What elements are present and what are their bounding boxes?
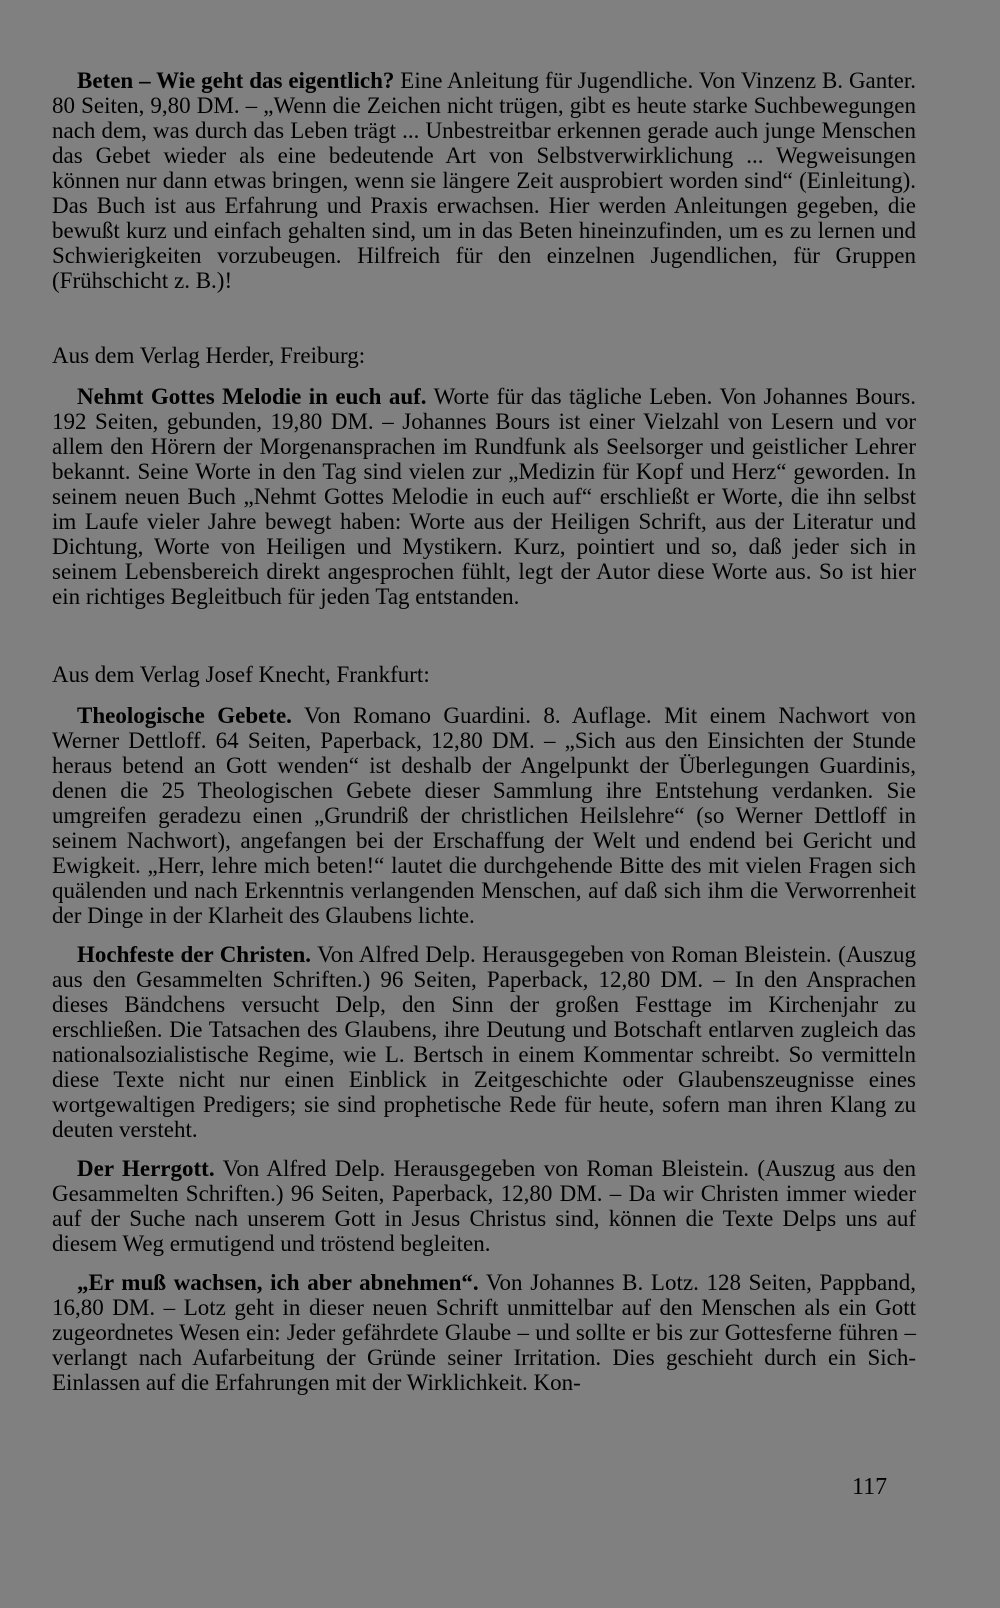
- book-title: Nehmt Gottes Melodie in euch auf.: [77, 384, 427, 409]
- book-description: Von Alfred Delp. Herausgegeben von Roman Bleistein. (Auszug aus den Gesammelten Schriften.) 96 Seiten, Paperback, 12,80 DM. – Da wir Christen immer wieder auf der Suche nach unserem Gott in Jesus Christus sind, können die Texte Delps uns auf diesem Weg ermutigend und tröstend begleiten.: [52, 1156, 916, 1256]
- book-title: Beten – Wie geht das eigentlich?: [77, 68, 395, 93]
- page-content: [52, 68, 916, 1395]
- publisher-heading-knecht: Aus dem Verlag Josef Knecht, Frankfurt:: [52, 662, 430, 687]
- book-description: Eine Anleitung für Jugendliche. Von Vinzenz B. Ganter. 80 Seiten, 9,80 DM. – „Wenn die Zeichen nicht trügen, gibt es heute starke Suchbewegungen nach dem, was durch das Leben trägt ... Unbestreitbar erkennen gerade auch junge Menschen das Gebet wieder als eine bedeutende Art von Selbstverwirklichung ... Wegweisungen können nur dann etwas bringen, wenn sie längere Zeit ausprobiert worden sind“ (Einleitung). Das Buch ist aus Erfahrung und Praxis erwachsen. Hier werden Anleitungen gegeben, die bewußt kurz und einfach gehalten sind, um in das Beten hineinzufinden, um es zu lernen und Schwierigkeiten vorzubeugen. Hilfreich für den einzelnen Jugendlichen, für Gruppen (Frühschicht z. B.)!: [52, 68, 916, 293]
- book-entry-herrgott: [52, 1156, 916, 1256]
- book-entry-beten: [52, 68, 916, 293]
- book-title: Theologische Gebete.: [77, 703, 292, 728]
- book-entry-er-muss-wachsen: [52, 1270, 916, 1395]
- book-title: „Er muß wachsen, ich aber abnehmen“.: [77, 1270, 479, 1295]
- page-number: 117: [852, 1474, 888, 1500]
- book-title: Hochfeste der Christen.: [77, 942, 312, 967]
- book-description: Von Alfred Delp. Herausgegeben von Roman Bleistein. (Auszug aus den Gesammelten Schriften.) 96 Seiten, Paperback, 12,80 DM. – In den Ansprachen dieses Bändchens versucht Delp, den Sinn der großen Festtage im Kirchenjahr zu erschließen. Die Tatsachen des Glaubens, ihre Deutung und Botschaft entlarven zugleich das nationalsozialistische Regime, wie L. Bertsch in einem Kommentar schreibt. So vermitteln diese Texte nicht nur einen Einblick in Zeitgeschichte oder Glaubenszeugnisse eines wortgewaltigen Predigers; sie sind prophetische Rede für heute, sofern man ihren Klang zu deuten versteht.: [52, 942, 916, 1142]
- book-entry-nehmt-gottes-melodie: [52, 384, 916, 609]
- book-description: Worte für das tägliche Leben. Von Johannes Bours. 192 Seiten, gebunden, 19,80 DM. – Johannes Bours ist einer Vielzahl von Lesern und vor allem den Hörern der Morgenansprachen im Rundfunk als Seelsorger und geistlicher Lehrer bekannt. Seine Worte in den Tag sind vielen zur „Medizin für Kopf und Herz“ geworden. In seinem neuen Buch „Nehmt Gottes Melodie in euch auf“ erschließt er Worte, die ihn selbst im Laufe vieler Jahre bewegt haben: Worte aus der Heiligen Schrift, aus der Literatur und Dichtung, Worte von Heiligen und Mystikern. Kurz, pointiert und so, daß jeder sich in seinem Lebensbereich direkt angesprochen fühlt, legt der Autor diese Worte aus. So ist hier ein richtiges Begleitbuch für jeden Tag entstanden.: [52, 384, 916, 609]
- publisher-heading-herder: Aus dem Verlag Herder, Freiburg:: [52, 343, 366, 368]
- book-description: Von Romano Guardini. 8. Auflage. Mit einem Nachwort von Werner Dettloff. 64 Seiten, Paperback, 12,80 DM. – „Sich aus den Einsichten der Stunde heraus betend an Gott wenden“ ist deshalb der Angelpunkt der Überlegungen Guardinis, denen die 25 Theologischen Gebete dieser Sammlung ihre Entstehung verdanken. Sie umgreifen geradezu einen „Grundriß der christlichen Heilslehre“ (so Werner Dettloff in seinem Nachwort), angefangen bei der Erschaffung der Welt und endend bei Gericht und Ewigkeit. „Herr, lehre mich beten!“ lautet die durchgehende Bitte des mit vielen Fragen sich quälenden und nach Erkenntnis verlangenden Menschen, auf daß sich ihm die Verworrenheit der Dinge in der Klarheit des Glaubens lichte.: [52, 703, 916, 928]
- book-description: Von Johannes B. Lotz. 128 Seiten, Pappband, 16,80 DM. – Lotz geht in dieser neuen Schrift unmittelbar auf den Menschen als ein Gott zugeordnetes Wesen ein: Jeder gefährdete Glaube – und sollte er bis zur Gottesferne führen – verlangt nach Aufarbeitung der Gründe seiner Irritation. Dies geschieht durch ein Sich-Einlassen auf die Erfahrungen mit der Wirklichkeit. Kon-: [52, 1270, 916, 1395]
- book-entry-theologische-gebete: [52, 703, 916, 928]
- book-title: Der Herrgott.: [77, 1156, 215, 1181]
- book-entry-hochfeste: [52, 942, 916, 1142]
